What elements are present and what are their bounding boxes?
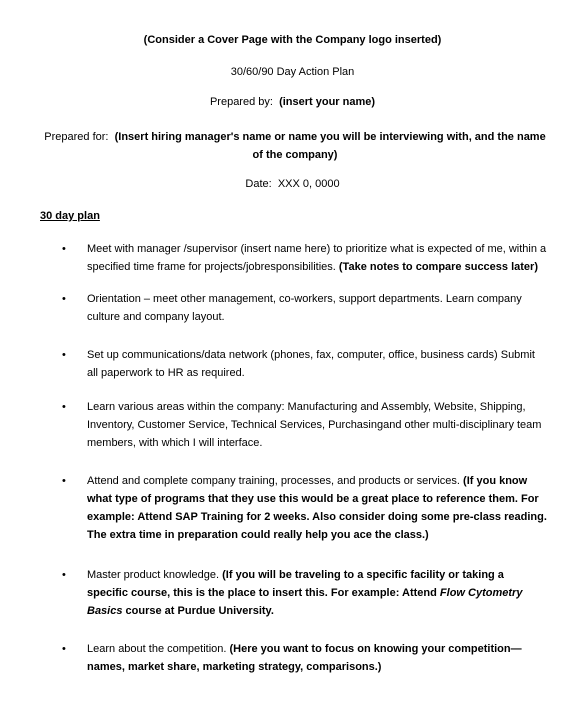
list-item-text: Meet with manager /supervisor (insert name here) to prioritize what is expected of me, within a specified time frame for projects/jobresponsibilities. [87,243,547,273]
plan-title: 30/60/90 Day Action Plan [230,66,355,78]
bullet-icon: • [62,243,66,255]
list-item-text: Attend and complete company training, processes, and products or services. [87,475,460,487]
date-label: Date: [245,178,272,190]
bullet-icon: • [62,643,66,655]
list-item [87,472,547,544]
bullet-icon: • [62,475,66,487]
bullet-icon: • [62,293,66,305]
list-item [87,240,547,276]
section-heading: 30 day plan [40,210,100,222]
prepared-by-value: (insert your name) [279,96,376,108]
bullet-icon: • [62,349,66,361]
list-item-text: Orientation – meet other management, co-workers, support departments. Learn company culture and company layout. [87,293,522,323]
list-item-note: (If you know what type of programs that they use this would be a great place to reference them. For example: Attend SAP Training for 2 weeks. Also consider doing some pre-class reading. The extra time in preparation could really help you ace the class.) [87,475,547,541]
date-line [0,178,585,190]
list-item-text: Learn various areas within the company: Manufacturing and Assembly, Website, Shipping, Inventory, Customer Service, Technical Services, Purchasingand other multi-disciplinary team members, with which I will interface. [87,401,542,449]
list-item-text: Learn about the competition. [87,643,227,655]
list-item [87,346,547,382]
list-item [87,640,547,676]
prepared-by-label: Prepared by: [209,96,273,108]
list-item-note: (Here you want to focus on knowing your competition— names, market share, marketing strategy, comparisons.) [87,643,522,673]
bullet-icon: • [62,401,66,413]
list-item [87,566,547,620]
date-value: XXX 0, 0000 [277,178,340,190]
list-item-text: Set up communications/data network (phones, fax, computer, office, business cards) Submit all paperwork to HR as required. [87,349,535,379]
bullet-icon: • [62,569,66,581]
list-item-note: (If you will be traveling to a specific facility or taking a specific course, this is the place to insert this. For example: Attend [87,569,504,599]
list-item [87,398,547,452]
list-item [87,290,547,326]
course-name: Flow Cytometry Basics [87,587,523,617]
prepared-for-value: (Insert hiring manager's name or name you will be interviewing with, and the name of the company) [114,131,546,161]
list-item-text: Master product knowledge. [87,569,220,581]
list-item-note: (Take notes to compare success later) [338,261,538,273]
prepared-by-line [0,96,585,108]
list-item-note-end: course at Purdue University. [125,605,274,617]
prepared-for-label: Prepared for: [44,131,109,143]
cover-note: (Consider a Cover Page with the Company logo inserted) [143,34,442,46]
prepared-for-line [40,128,550,164]
